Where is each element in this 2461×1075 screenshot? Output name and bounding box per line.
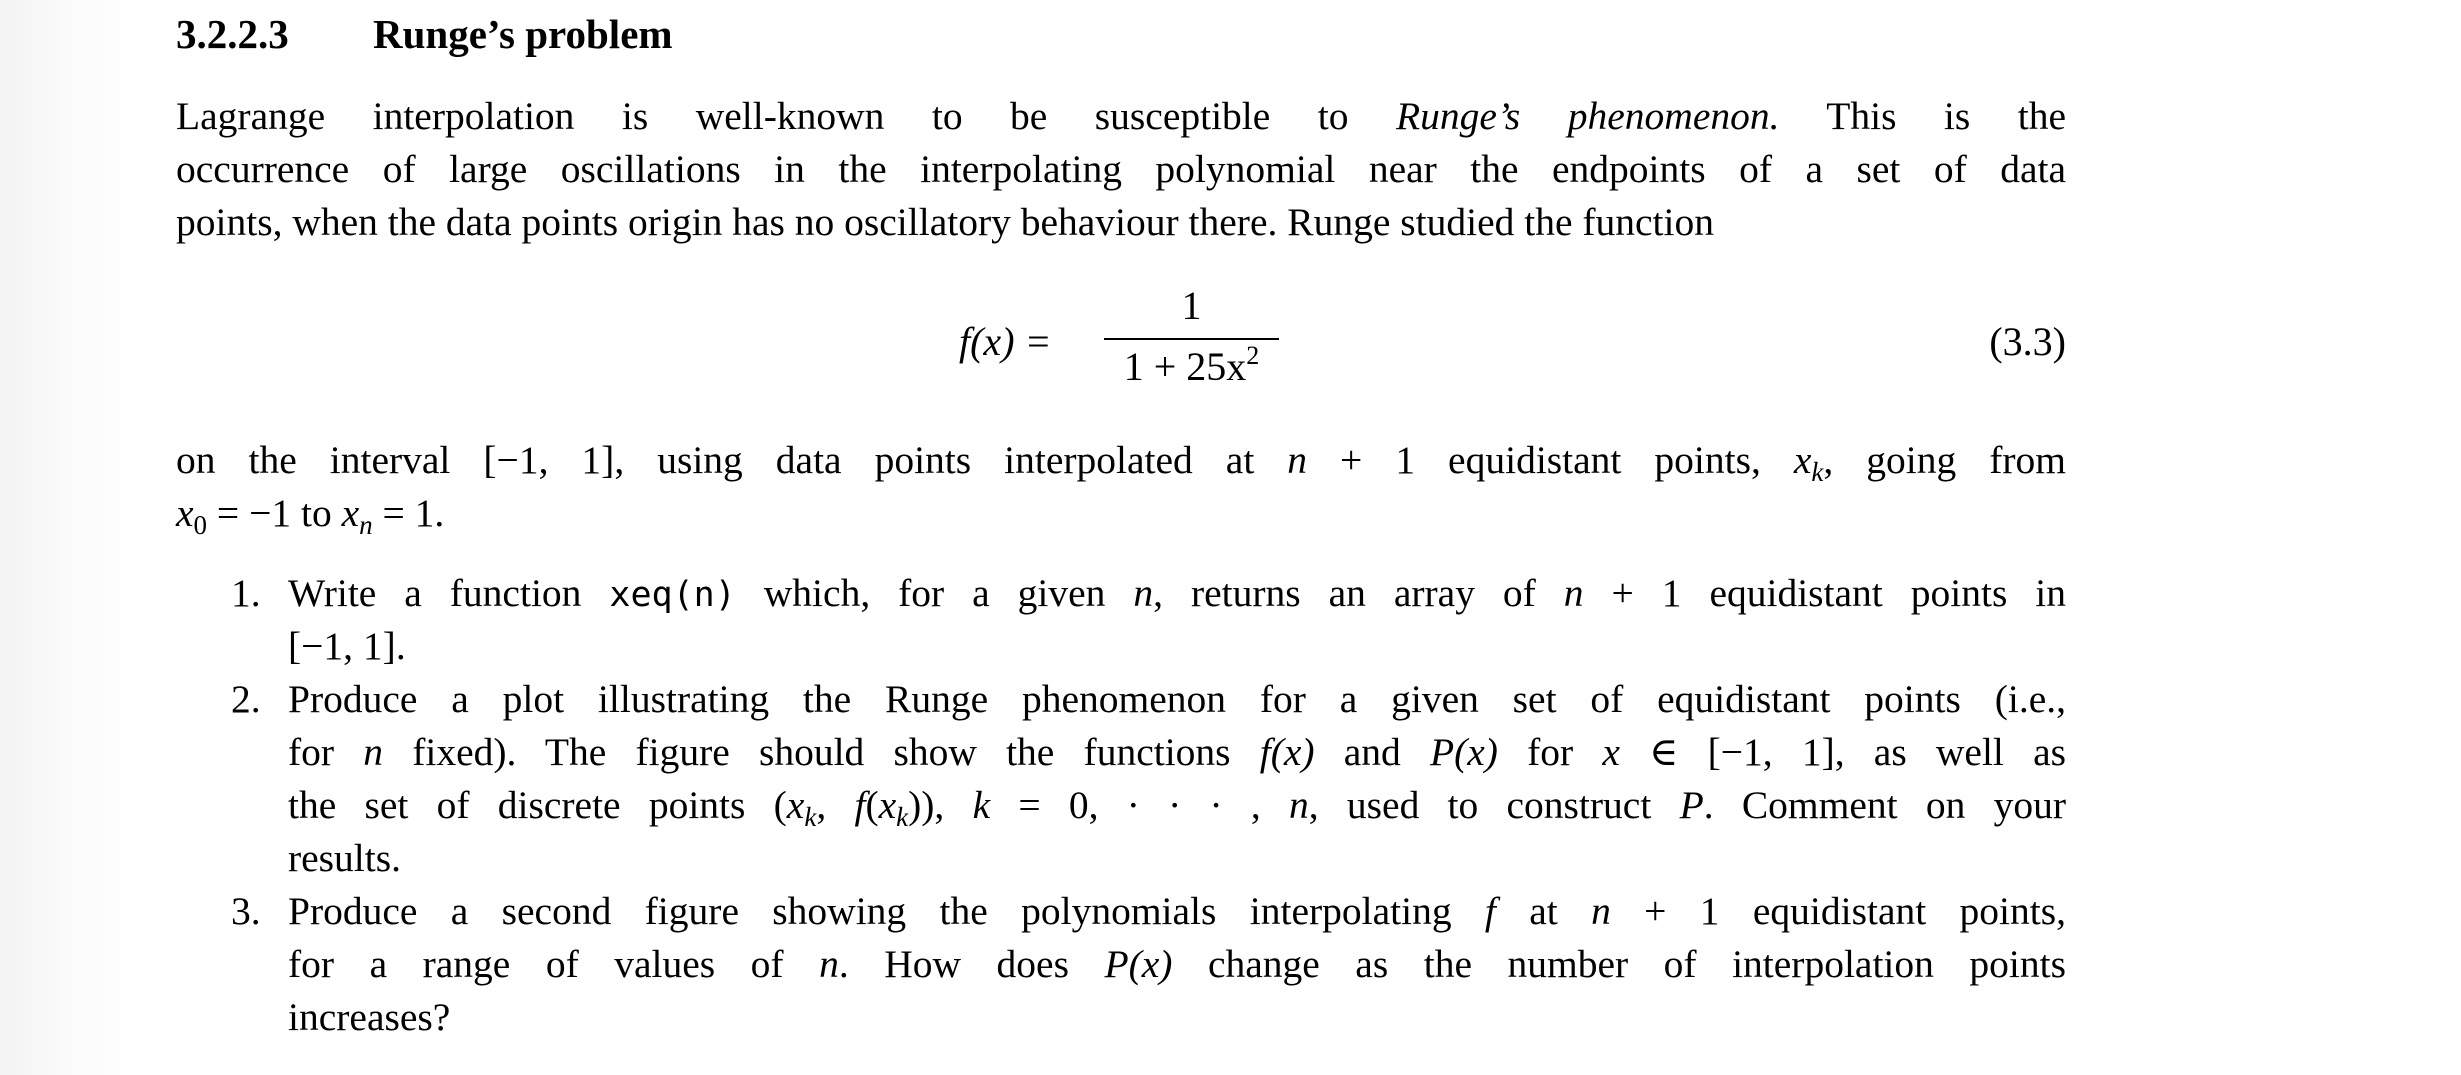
func-f: f bbox=[854, 783, 866, 827]
item-3-text-d: for a range of values of bbox=[288, 942, 820, 986]
equation-denominator bbox=[1104, 340, 1279, 394]
item-3-text-a: Produce a second figure showing the polynomials interpolating bbox=[288, 889, 1485, 933]
item-2-text-d: for bbox=[1497, 730, 1603, 774]
item-2-text-a: for bbox=[288, 730, 364, 774]
exercise-list bbox=[176, 567, 2066, 1044]
var-n: n bbox=[1133, 571, 1154, 615]
subscript-k: k bbox=[1811, 457, 1824, 487]
equation-number: (3.3) bbox=[1989, 319, 2066, 364]
intro-line-3: points, when the data points origin has no oscillatory behaviour there. Runge studied the function bbox=[176, 200, 1714, 244]
item-2-text-f: the set of discrete points ( bbox=[288, 783, 787, 827]
item-2-text-i: )), bbox=[908, 783, 973, 827]
item-1-line-1 bbox=[288, 567, 2066, 620]
var-x: x bbox=[1602, 730, 1620, 774]
section-heading bbox=[176, 8, 673, 60]
var-x: x bbox=[786, 783, 805, 827]
var-xn: x bbox=[341, 491, 360, 535]
denominator-exponent: 2 bbox=[1246, 341, 1260, 370]
item-3-text-e: . How does bbox=[838, 942, 1105, 986]
equation-lhs: f(x) = bbox=[959, 319, 1052, 364]
subscript-k: k bbox=[896, 802, 909, 832]
item-2-text-g: , bbox=[816, 783, 855, 827]
item-1-line-2: [−1, 1]. bbox=[288, 624, 406, 668]
item-2-text-c: and bbox=[1314, 730, 1430, 774]
subscript-k: k bbox=[804, 802, 817, 832]
equation-3-3 bbox=[176, 280, 2066, 400]
runges-phenomenon-emphasis: Runge’s phenomenon. bbox=[1395, 94, 1780, 138]
intro-text-1a: Lagrange interpolation is well-known to be susceptible to bbox=[176, 94, 1396, 138]
item-2-text-e: ∈ [−1, 1], as well as bbox=[1619, 730, 2066, 774]
subscript-n: n bbox=[359, 510, 373, 540]
interval-paragraph bbox=[176, 434, 2066, 540]
item-3-line-3: increases? bbox=[288, 995, 451, 1039]
func-P: P(x) bbox=[1104, 942, 1173, 986]
item-3-text-c: + 1 equidistant points, bbox=[1610, 889, 2066, 933]
var-x: x bbox=[878, 783, 897, 827]
list-marker-3: 3. bbox=[231, 889, 261, 933]
func-f: f(x) bbox=[1259, 730, 1315, 774]
list-item bbox=[176, 885, 2066, 1044]
interval-line-1 bbox=[176, 434, 2066, 487]
subscript-0: 0 bbox=[193, 510, 208, 540]
interval-line-2 bbox=[176, 487, 2066, 540]
item-1-text-b: which, for a given bbox=[735, 571, 1134, 615]
list-item bbox=[176, 567, 2066, 673]
list-item bbox=[176, 673, 2066, 885]
section-number: 3.2.2.3 bbox=[176, 11, 289, 57]
var-n: n bbox=[363, 730, 383, 774]
item-2-text-j: = 0, · · · , bbox=[990, 783, 1290, 827]
var-x0: x bbox=[176, 491, 194, 535]
code-xeq: xeq(n) bbox=[609, 575, 736, 615]
item-2-line-3 bbox=[288, 779, 2066, 832]
var-n: n bbox=[1289, 783, 1309, 827]
interval-text-1b: + 1 equidistant points, bbox=[1307, 438, 1794, 482]
section-title: Runge’s problem bbox=[373, 11, 673, 57]
item-3-line-1 bbox=[288, 885, 2066, 938]
item-2-text-h: ( bbox=[865, 783, 879, 827]
equation-fraction bbox=[1104, 280, 1279, 394]
intro-line-1 bbox=[176, 90, 2066, 143]
func-f: f bbox=[1484, 889, 1496, 933]
func-P: P(x) bbox=[1429, 730, 1498, 774]
item-2-text-k: , used to construct bbox=[1308, 783, 1680, 827]
item-3-line-2 bbox=[288, 938, 2066, 991]
list-marker-2: 2. bbox=[231, 677, 261, 721]
item-1-text-a: Write a function bbox=[288, 571, 610, 615]
intro-text-1b: This is the bbox=[1779, 94, 2066, 138]
item-1-text-c: , returns an array of bbox=[1153, 571, 1564, 615]
item-2-line-4: results. bbox=[288, 836, 402, 880]
var-n: n bbox=[1563, 571, 1584, 615]
intro-paragraph bbox=[176, 90, 2066, 249]
denominator-base: 1 + 25x bbox=[1123, 344, 1247, 389]
interval-text-1c: , going from bbox=[1823, 438, 2066, 482]
item-2-text-l: . Comment on your bbox=[1703, 783, 2067, 827]
intro-line-2: occurrence of large oscillations in the interpolating polynomial near the endpoints of a set of data bbox=[176, 147, 2066, 191]
interval-text-2b: = 1. bbox=[372, 491, 445, 535]
func-P: P bbox=[1679, 783, 1704, 827]
interval-text-1a: on the interval [−1, 1], using data points interpolated at bbox=[176, 438, 1288, 482]
item-3-text-b: at bbox=[1495, 889, 1592, 933]
var-n: n bbox=[819, 942, 839, 986]
item-2-line-1: Produce a plot illustrating the Runge phenomenon for a given set of equidistant points (i.e., bbox=[288, 677, 2066, 721]
interval-text-2a: = −1 to bbox=[207, 491, 342, 535]
var-n: n bbox=[1287, 438, 1308, 482]
var-x: x bbox=[1793, 438, 1812, 482]
var-k: k bbox=[972, 783, 991, 827]
equation-numerator: 1 bbox=[1181, 283, 1202, 328]
item-1-text-d: + 1 equidistant points in bbox=[1583, 571, 2066, 615]
list-marker-1: 1. bbox=[231, 571, 261, 615]
item-3-text-f: change as the number of interpolation points bbox=[1172, 942, 2066, 986]
item-2-line-2 bbox=[288, 726, 2066, 779]
var-n: n bbox=[1591, 889, 1611, 933]
item-2-text-b: fixed). The figure should show the functions bbox=[383, 730, 1260, 774]
